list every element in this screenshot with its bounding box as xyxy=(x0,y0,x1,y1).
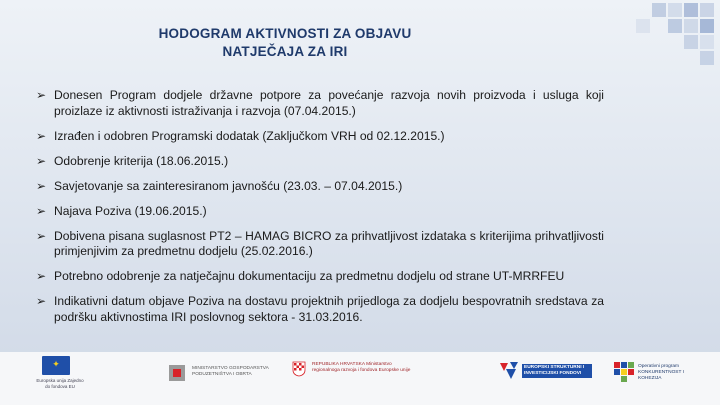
bullet-item xyxy=(34,179,604,195)
operational-programme-logo-icon xyxy=(614,362,634,382)
bullet-item xyxy=(34,269,604,285)
bullet-text: Indikativni datum objave Poziva na dostavu projektnih prijedloga za dodjelu bespovratnih sredstava za podršku aktivnostima IRI poslovnog sektora - 31.03.2016. xyxy=(54,294,604,324)
arrow-right-icon: ➢ xyxy=(36,294,47,308)
bullet-text: Dobivena pisana suglasnost PT2 – HAMAG BICRO za prihvatljivost izdataka s kriterijima prihvatljivosti primjenjivim za predmetnu dodjelu (25.02.2016.) xyxy=(54,228,604,258)
bullet-text: Najava Poziva (19.06.2015.) xyxy=(54,203,207,218)
arrow-right-icon: ➢ xyxy=(36,128,47,143)
arrow-right-icon: ➢ xyxy=(36,228,47,243)
bullet-item xyxy=(34,229,604,260)
croatia-coat-of-arms-icon xyxy=(292,360,306,377)
bullet-text: Savjetovanje sa zainteresiranom javnošću (23.03. – 07.04.2015.) xyxy=(54,178,403,193)
bullet-item xyxy=(34,294,604,325)
ministry-emblem-icon xyxy=(168,364,186,382)
page-title xyxy=(110,25,460,61)
title-line-2: NATJEČAJA ZA IRI xyxy=(222,44,348,59)
republic-logo-text: REPUBLIKA HRVATSKA Ministarstvo regionalnoga razvoja i fondova Europske unije xyxy=(312,362,411,373)
bullet-item xyxy=(34,204,604,220)
eu-logo-text: Europska unija Zajedno do fondova EU xyxy=(36,378,84,389)
bullet-item xyxy=(34,88,604,119)
arrow-right-icon: ➢ xyxy=(36,203,47,218)
arrow-right-icon: ➢ xyxy=(36,269,47,283)
bullet-text: Potrebno odobrenje za natječajnu dokumentaciju za predmetnu dodjelu od strane UT-MRRFEU xyxy=(54,269,565,283)
bullet-item xyxy=(34,129,604,145)
decorative-squares xyxy=(560,0,720,70)
footer-logo-bar xyxy=(0,352,720,405)
eu-stars-icon: ✦ xyxy=(52,360,60,370)
esif-logo-icon xyxy=(498,361,520,381)
bullet-item xyxy=(34,154,604,170)
arrow-right-icon: ➢ xyxy=(36,88,47,102)
arrow-right-icon: ➢ xyxy=(36,178,47,193)
arrow-right-icon: ➢ xyxy=(36,153,47,168)
bullet-text: Donesen Program dodjele državne potpore za povećanje razvoja novih proizvoda i usluga koji proizlaze iz aktivnosti istraživanja i razvoja (07.04.2015.) xyxy=(54,88,604,118)
bullet-text: Izrađen i odobren Programski dodatak (Zaključkom VRH od 02.12.2015.) xyxy=(54,128,445,143)
bullet-text: Odobrenje kriterija (18.06.2015.) xyxy=(54,153,229,168)
esif-logo-text: EUROPSKI STRUKTURNI I INVESTICIJSKI FONDOVI xyxy=(522,364,592,378)
title-line-1: HODOGRAM AKTIVNOSTI ZA OBJAVU xyxy=(158,26,412,41)
bullet-list xyxy=(34,88,604,335)
op-logo-text: Operativni program KONKURENTNOST I KOHEZIJA xyxy=(638,364,685,381)
ministry-logo-text: MINISTARSTVO GOSPODARSTVA PODUZETNIŠTVA I OBRTA xyxy=(192,366,269,377)
